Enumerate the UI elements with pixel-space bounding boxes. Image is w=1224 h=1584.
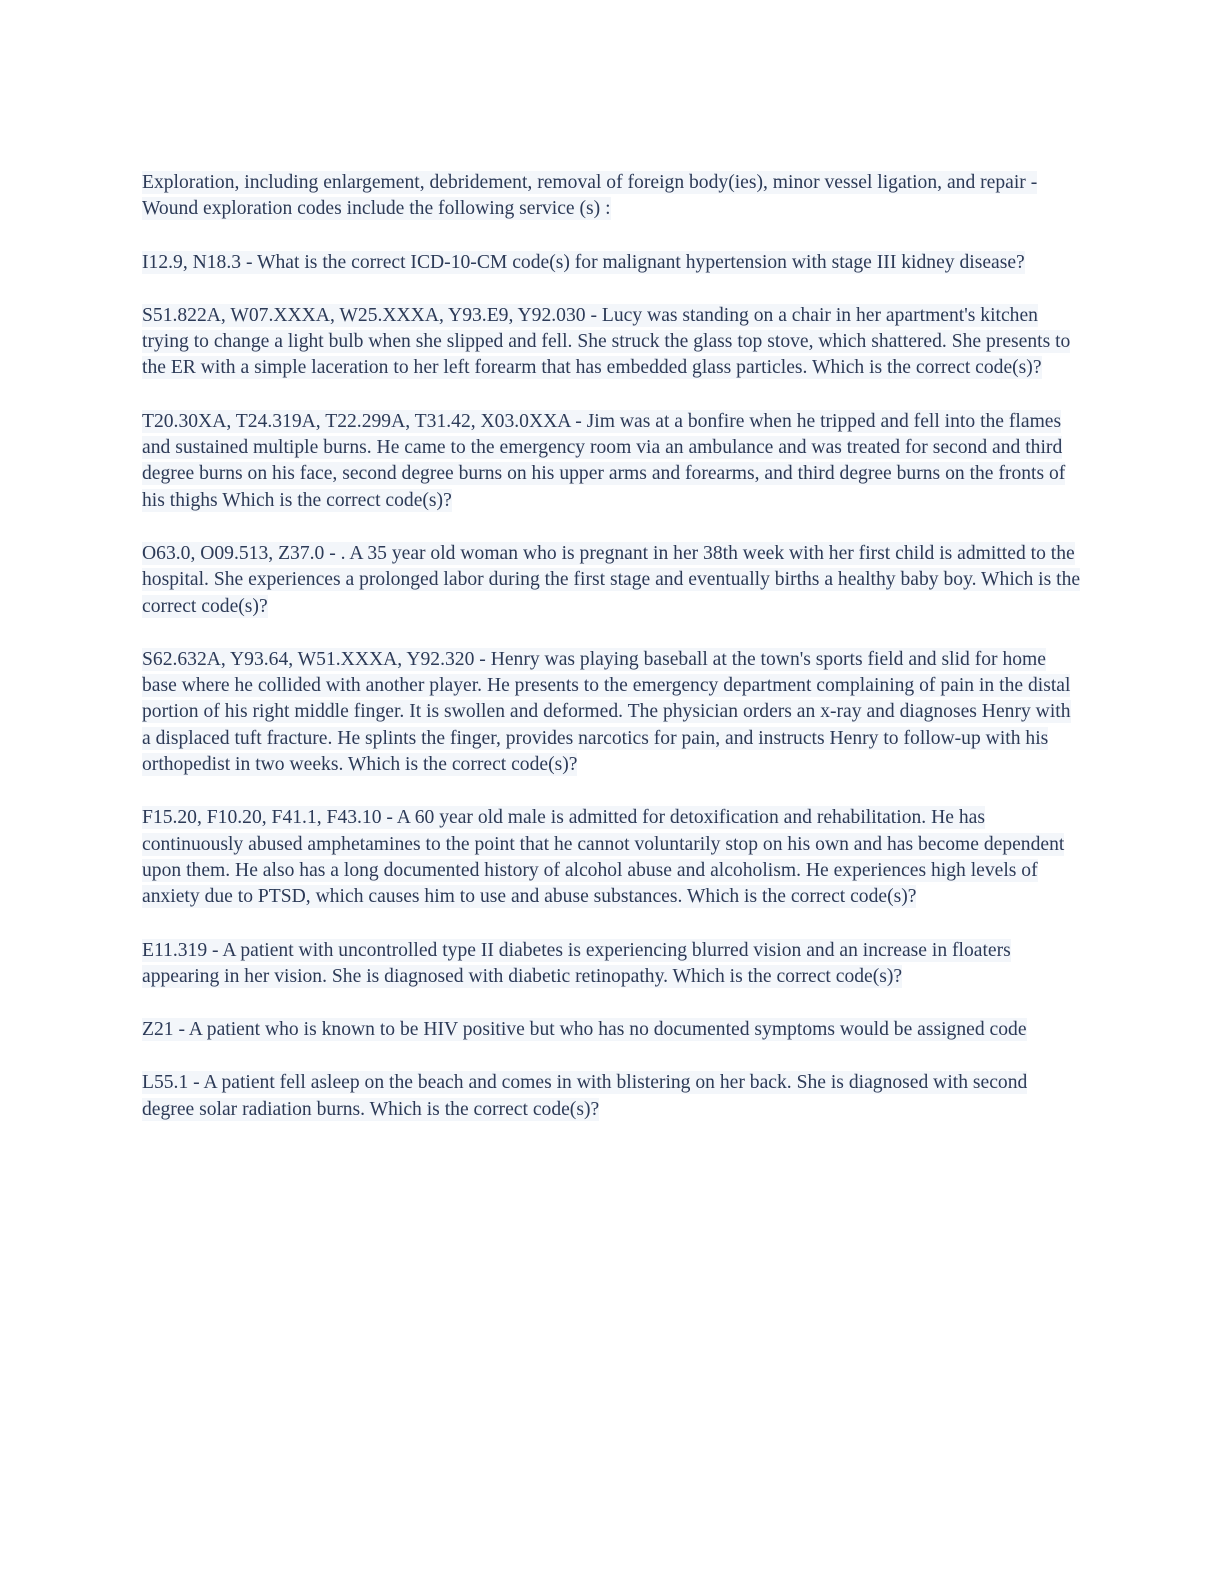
highlighted-text: L55.1 - A patient fell asleep on the beach and comes in with blistering on her back. She is diagnosed with second degree solar radiation burns. Which is the correct code(s)? (142, 1072, 1028, 1120)
highlighted-text: Z21 - A patient who is known to be HIV positive but who has no documented symptoms would be assigned code (142, 1019, 1027, 1041)
highlighted-text: F15.20, F10.20, F41.1, F43.10 - A 60 year old male is admitted for detoxification and rehabilitation. He has continuously abused amphetamines to the point that he cannot voluntarily stop on his own and has become dependent upon them. He also has a long documented history of alcohol abuse and alcoholism. He experiences high levels of anxiety due to PTSD, which causes him to use and abuse substances. Which is the correct code(s)? (142, 807, 1065, 908)
paragraph-hiv-question (142, 1017, 1083, 1043)
highlighted-text: Exploration, including enlargement, debridement, removal of foreign body(ies), minor vessel ligation, and repair - Wound exploration codes include the following service (s) : (142, 172, 1038, 220)
paragraph-diabetes-question (142, 938, 1083, 991)
paragraph-hypertension-question (142, 250, 1083, 276)
highlighted-text: E11.319 - A patient with uncontrolled type II diabetes is experiencing blurred vision and an increase in floaters appearing in her vision. She is diagnosed with diabetic retinopathy. Which is the correct code(s)? (142, 939, 1011, 987)
highlighted-text: I12.9, N18.3 - What is the correct ICD-10-CM code(s) for malignant hypertension with stage III kidney disease? (142, 251, 1025, 273)
highlighted-text: S62.632A, Y93.64, W51.XXXA, Y92.320 - Henry was playing baseball at the town's sports field and slid for home base where he collided with another player. He presents to the emergency department complaining of pain in the distal portion of his right middle finger. It is swollen and deformed. The physician orders an x-ray and diagnoses Henry with a displaced tuft fracture. He splints the finger, provides narcotics for pain, and instructs Henry to follow-up with his orthopedist in two weeks. Which is the correct code(s)? (142, 648, 1071, 776)
highlighted-text: T20.30XA, T24.319A, T22.299A, T31.42, X03.0XXA - Jim was at a bonfire when he tripped and fell into the flames and sustained multiple burns. He came to the emergency room via an ambulance and was treated for second and third degree burns on his face, second degree burns on his upper arms and forearms, and third degree burns on the fronts of his thighs Which is the correct code(s)? (142, 410, 1066, 511)
paragraph-detox-question (142, 805, 1083, 910)
document-text-block (142, 170, 1083, 1123)
paragraph-pregnancy-question (142, 541, 1083, 620)
highlighted-text: O63.0, O09.513, Z37.0 - . A 35 year old woman who is pregnant in her 38th week with her first child is admitted to the hospital. She experiences a prolonged labor during the first stage and eventually births a healthy baby boy. Which is the correct code(s)? (142, 542, 1081, 617)
highlighted-text: S51.822A, W07.XXXA, W25.XXXA, Y93.E9, Y92.030 - Lucy was standing on a chair in her apartment's kitchen trying to change a light bulb when she slipped and fell. She struck the glass top stove, which shattered. She presents to the ER with a simple laceration to her left forearm that has embedded glass particles. Which is the correct code(s)? (142, 304, 1071, 379)
paragraph-wound-exploration (142, 170, 1083, 223)
paragraph-burns-question (142, 409, 1083, 514)
paragraph-sunburn-question (142, 1070, 1083, 1123)
paragraph-laceration-question (142, 303, 1083, 382)
paragraph-finger-fracture-question (142, 647, 1083, 778)
